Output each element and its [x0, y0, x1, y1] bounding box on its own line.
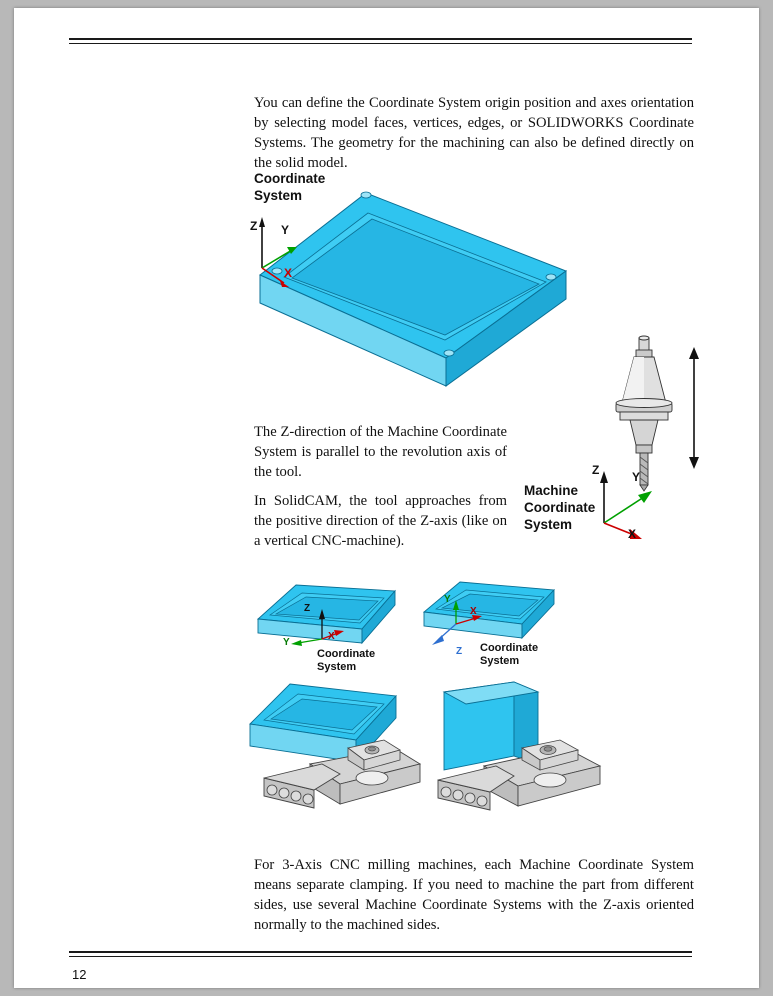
page-number: 12: [72, 967, 87, 982]
paragraph-bottom: For 3-Axis CNC milling machines, each Machine Coordinate System means separate clamping. If you need to machine the part from different sides, use several Machine Coordinate Systems with the Z-axis oriented normally to the machined sides.: [254, 856, 694, 933]
figure-clamp-right: [414, 670, 604, 825]
paragraph-intro: You can define the Coordinate System origin position and axes orientation by selecting model faces, vertices, edges, or SOLIDWORKS Coordinate Systems. The geometry for the machining can also be defined directly on the solid model.: [254, 94, 694, 171]
figure-clamp-left: [244, 678, 424, 823]
axis-label-y-mcs: Y: [632, 470, 641, 484]
document-page: [14, 8, 759, 988]
figure-main-part: [246, 183, 576, 398]
axis-label-y-part-right: Y: [444, 594, 451, 605]
callout-coordinate-system: Coordinate System: [254, 171, 326, 203]
paragraph-approach: In SolidCAM, the tool approaches from the positive direction of the Z-axis (like on a vertical CNC-machine).: [254, 492, 507, 549]
axis-label-x-main: X: [284, 266, 293, 280]
paragraph-z-direction: The Z-direction of the Machine Coordinate System is parallel to the revolution axis of the tool.: [254, 423, 507, 480]
axis-label-x-part-right: X: [470, 606, 477, 617]
axis-label-z-main: Z: [250, 219, 258, 233]
callout-coordinate-system-right: Coordinate System: [480, 642, 539, 667]
axis-label-y-main: Y: [281, 223, 290, 237]
axis-label-x-mcs: X: [628, 527, 637, 541]
header-rule: [69, 38, 692, 44]
callout-machine-coordinate-system: Machine Coordinate System: [524, 483, 596, 532]
axis-label-z-mcs: Z: [592, 463, 600, 477]
axis-label-z-part-right: Z: [456, 646, 463, 657]
axis-label-y-part-left: Y: [283, 637, 290, 648]
footer-rule: [69, 951, 692, 957]
axis-label-x-part-left: X: [328, 631, 335, 642]
callout-coordinate-system-left: Coordinate System: [317, 648, 376, 673]
axis-label-z-part-left: Z: [304, 603, 311, 614]
